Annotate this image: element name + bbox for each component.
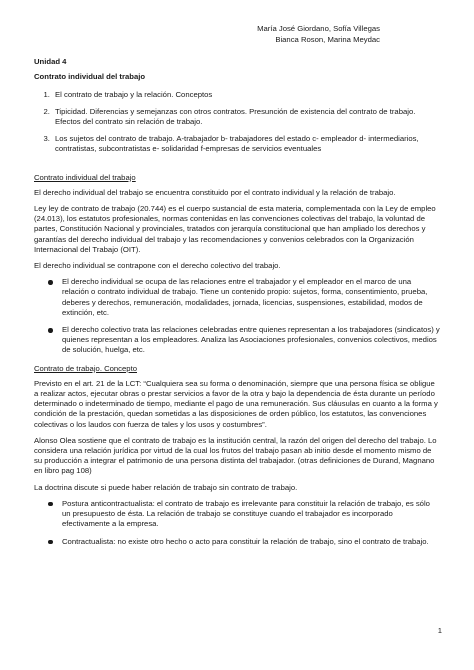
- bullet-item: Postura anticontractualista: el contrato de trabajo es irrelevante para constituir la relación de trabajo, es sólo un presupuesto de ésta. La relación de trabajo se constituye cuando el trabajador es incorporado efectivamente a la empresa.: [62, 499, 440, 530]
- unit-title: Unidad 4: [34, 57, 67, 67]
- authors-header: [34, 24, 440, 45]
- paragraph: El derecho individual se contrapone con el derecho colectivo del trabajo.: [34, 261, 281, 271]
- bullet-list-doctrine: [34, 499, 440, 547]
- section-title-individual-contract: Contrato individual del trabajo: [34, 172, 136, 182]
- topic-item: 3. Los sujetos del contrato de trabajo. A-trabajador b- trabajadores del estado c- empleador d- intermediarios, contratistas, subcontratistas e- solidaridad f-empresas de servicios eventuales: [52, 134, 440, 154]
- bullet-item: El derecho colectivo trata las relaciones celebradas entre quienes representan a los trabajadores (sindicatos) y quienes representan a los empleadores. Analiza las Asociaciones profesionales, convenios colectivos, medios de solución, huelga, etc.: [62, 325, 440, 355]
- topic-item: 2. Tipicidad. Diferencias y semejanzas con otros contratos. Presunción de existencia del contrato de trabajo. Efectos del contrato sin relación de trabajo.: [52, 107, 440, 127]
- contract-title: Contrato individual del trabajo: [34, 72, 146, 82]
- authors-line-1: María José Giordano, Sofía Villegas: [257, 24, 380, 33]
- bullet-list-law-branches: [34, 277, 440, 355]
- paragraph: Ley ley de contrato de trabajo (20.744) es el cuerpo sustancial de esta materia, complementada con la Ley de empleo (24.013), los estatutos profesionales, normas contenidas en las convenciones colectivas del trabajo, la voluntad de partes, Constitución Nacional y provinciales, tratados con jerarquía constitucional que han ampliado los derechos y garantías del derecho individual del trabajo y las recomendaciones y convenios celebrados con la Organización Internacional del Trabajo (OIT).: [34, 204, 436, 254]
- paragraph: La doctrina discute si puede haber relación de trabajo sin contrato de trabajo.: [34, 482, 298, 492]
- topic-item: 1. El contrato de trabajo y la relación. Conceptos: [52, 90, 440, 100]
- section-title-contract-concept: Contrato de trabajo. Concepto: [34, 363, 137, 373]
- page-number: 1: [437, 626, 442, 635]
- bullet-item: El derecho individual se ocupa de las relaciones entre el trabajador y el empleador en el marco de una relación o contrato individual de trabajo. Tiene un contenido propio: sujetos, forma, consentimiento, prueba, deberes y derechos, remuneración, modalidades, jornada, licencias, suspensiones, estabilidad, modos de extinción, etc.: [62, 277, 440, 318]
- authors-line-2: Bianca Roson, Marina Meydac: [275, 34, 380, 44]
- topics-list: [34, 90, 440, 155]
- paragraph: Previsto en el art. 21 de la LCT: “Cualquiera sea su forma o denominación, siempre que una persona física se obligue a realizar actos, ejecutar obras o prestar servicios a favor de la otra y bajo la dependencia de ésta durante un período determinado o indeterminado de tiempo, mediante el pago de una remuneración. Sus cláusulas en cuanto a la forma y condición de la prestación, quedan sometidas a las disposiciones de orden público, los estatutos, las convenciones colectivas o los laudos con fuerza de tales y los usos y costumbres”.: [34, 378, 438, 429]
- paragraph: Alonso Olea sostiene que el contrato de trabajo es la institución central, la razón del origen del derecho del trabajo. Lo considera una relación jurídica por virtud de la cual los frutos del trabajo pasan ab initio desde el momento mismo de su producción a integrar el patrimonio de una persona distinta del trabajador. (otras definiciones de Durand, Magnano en libro pag 108): [34, 435, 437, 476]
- bullet-item: Contractualista: no existe otro hecho o acto para constituir la relación de trabajo, sino el contrato de trabajo.: [62, 537, 440, 547]
- paragraph: El derecho individual del trabajo se encuentra constituido por el contrato individual y la relación de trabajo.: [34, 187, 396, 197]
